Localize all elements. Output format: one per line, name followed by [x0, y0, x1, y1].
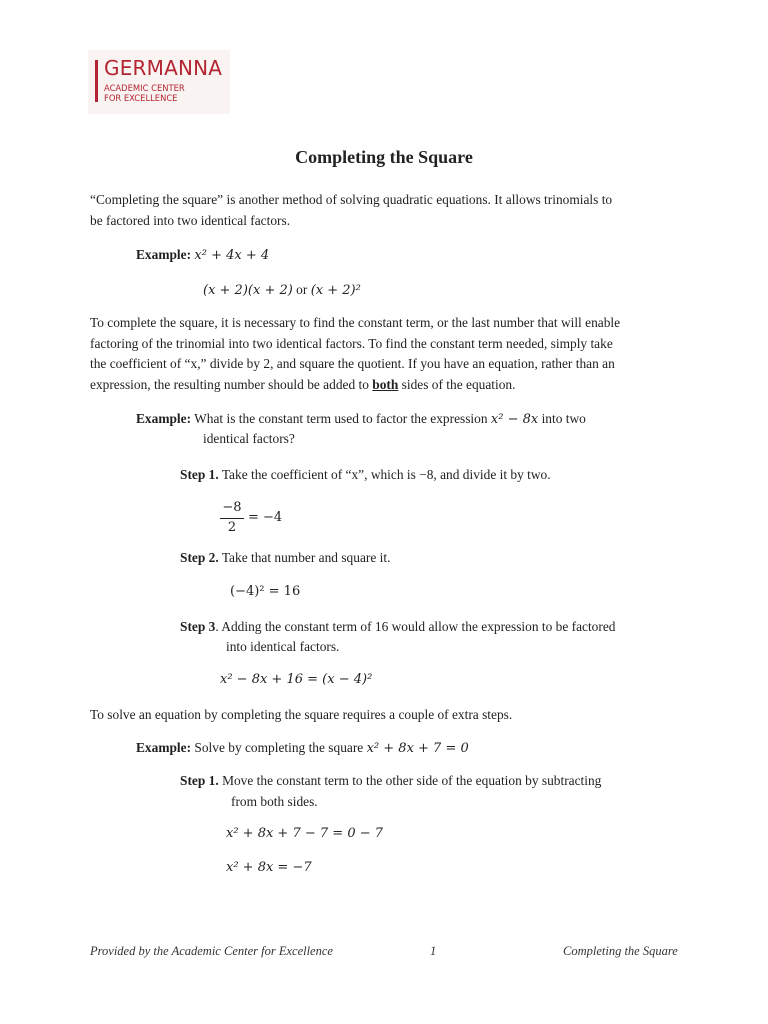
example3-math-1: x² + 8x + 7 − 7 = 0 − 7: [226, 826, 384, 841]
para3: To solve an equation by completing the square requires a couple of extra steps.: [90, 707, 513, 722]
footer-page-number: 1: [430, 944, 437, 958]
para2-line-3: the coefficient of “x,” divide by 2, and square the quotient. If you have an equation, rather than an: [90, 356, 615, 371]
fraction-numerator: −8: [222, 500, 242, 515]
para2-line-4-post: sides of the equation.: [398, 377, 516, 392]
example1-expression: x² + 4x + 4: [194, 248, 270, 263]
logo-subtitle-line1: ACADEMIC CENTER: [104, 83, 185, 93]
example2-question-text: What is the constant term used to factor the expression: [194, 411, 491, 426]
step-label: Step 1.: [180, 773, 219, 788]
example1: [136, 245, 269, 267]
intro-line-1: “Completing the square” is another method of solving quadratic equations. It allows trinomials to: [90, 192, 613, 207]
footer-left: Provided by the Academic Center for Excellence: [90, 944, 333, 958]
example3-math-2: x² + 8x = −7: [226, 860, 312, 875]
para2-line-4-pre: expression, the resulting number should be added to: [90, 377, 373, 392]
example3-step1-text: Move the constant term to the other side of the equation by subtracting: [222, 773, 602, 788]
example3: [136, 738, 469, 760]
example2-step1-text: Take the coefficient of “x”, which is −8, and divide it by two.: [221, 467, 551, 482]
example1-factored-row: [203, 280, 361, 302]
example2-step2-math: (−4)² = 16: [230, 584, 301, 599]
intro-line-2: be factored into two identical factors.: [90, 213, 291, 228]
example1-or: or: [296, 282, 308, 297]
example2-question-end: into two: [538, 411, 586, 426]
example1-squared: (x + 2)²: [310, 283, 361, 298]
example2-step2-text: Take that number and square it.: [221, 550, 391, 565]
step-label: Step 1.: [180, 467, 219, 482]
fraction-result: = −4: [248, 510, 283, 525]
example2-question: [136, 409, 586, 431]
page-title: Completing the Square: [295, 147, 473, 167]
para2-line-4: [90, 375, 515, 396]
example2-step2: [180, 548, 390, 569]
logo-bar: [95, 60, 98, 102]
step-label: Step 2.: [180, 550, 219, 565]
logo-subtitle-line2: FOR EXCELLENCE: [104, 93, 178, 103]
para2-line-2: factoring of the trinomial into two identical factors. To find the constant term needed, simply take: [90, 336, 613, 351]
example2-step3-line-2: into identical factors.: [226, 639, 340, 654]
example3-equation: x² + 8x + 7 = 0: [366, 741, 469, 756]
step-label: Step 3: [180, 619, 216, 634]
para2-line-1: To complete the square, it is necessary to find the constant term, or the last number that will enable: [90, 315, 621, 330]
example-label: Example:: [136, 411, 192, 426]
example-label: Example:: [136, 740, 192, 755]
fraction-bar: [220, 518, 244, 519]
logo-name: GERMANNA: [104, 56, 223, 80]
example2-expression: x² − 8x: [490, 412, 539, 427]
footer-right: Completing the Square: [563, 944, 678, 958]
example3-step1: [180, 771, 601, 792]
para2-both-emphasis: both: [372, 377, 399, 392]
example2-question-line-2: identical factors?: [203, 431, 295, 446]
example2-step1: [180, 465, 551, 486]
fraction-denominator: 2: [227, 520, 237, 535]
example3-step1-line-2: from both sides.: [231, 794, 318, 809]
example2-step3-math: x² − 8x + 16 = (x − 4)²: [220, 672, 373, 687]
example2-step3: [180, 617, 615, 638]
example1-factored: (x + 2)(x + 2): [203, 283, 293, 298]
example-label: Example:: [136, 247, 192, 262]
example3-text: Solve by completing the square: [194, 740, 367, 755]
example2-step3-text: . Adding the constant term of 16 would allow the expression to be factored: [215, 619, 616, 634]
